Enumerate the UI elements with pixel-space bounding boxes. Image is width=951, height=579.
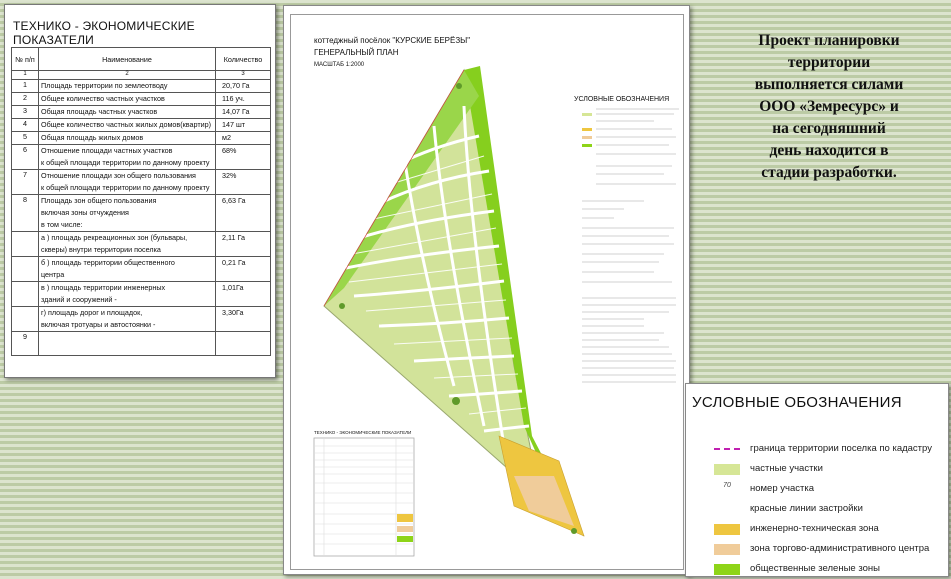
legend-swatch [714,464,740,475]
table-row [12,195,271,232]
row-name: Отношение площади частных участков к общей площади территории по данному проекту [39,145,216,170]
row-name: Площадь зон общего пользования включая зоны отчуждения в том числе: [39,195,216,232]
mini-indicators-table [314,438,414,556]
table-row [12,232,271,257]
table-row [12,119,271,132]
row-value: 20,70 Га [216,80,271,93]
row-name: Отношение площади зон общего пользования к общей площади территории по данному проекту [39,170,216,195]
legend-label: общественные зеленые зоны [750,563,880,574]
row-value [216,332,271,356]
site-plan-drawing [284,6,689,574]
row-number: 3 [12,106,39,119]
row-value: 14,07 Га [216,106,271,119]
indicators-table [11,47,271,356]
legend-item [708,440,948,460]
row-number [12,307,39,332]
row-value: 32% [216,170,271,195]
mini-legend-lines [582,109,679,382]
legend-swatch [714,524,740,535]
mini-table-title: ТЕХНИКО - ЭКОНОМИЧЕСКИЕ ПОКАЗАТЕЛИ [314,430,412,435]
row-name [39,332,216,356]
map-title: коттеджный посёлок "КУРСКИЕ БЕРЁЗЫ" [314,36,471,45]
indicators-card [4,4,276,378]
legend-item [708,460,948,480]
row-number [12,282,39,307]
legend-label: номер участка [750,483,814,494]
legend-swatch [714,564,740,575]
row-value: м2 [216,132,271,145]
row-name: Общее количество частных участков [39,93,216,106]
row-name: в ) площадь территории инженерных зданий и сооружений - [39,282,216,307]
general-plan-card [283,5,690,575]
project-status-text: Проект планировки территории выполняется силами ООО «Земресурс» и на сегодняшний день находится в стадии разработки. [754,32,904,181]
row-name: Площадь территории по землеотводу [39,80,216,93]
table-row [12,106,271,119]
legend-swatch [714,544,740,555]
table-row [12,80,271,93]
col-number: 2 [39,71,216,80]
table-row [12,282,271,307]
table-row [12,307,271,332]
map-scale: МАСШТАБ 1:2000 [314,62,365,68]
row-value: 1,01Га [216,282,271,307]
row-value: 147 шт [216,119,271,132]
col-number: 1 [12,71,39,80]
row-name: г) площадь дорог и площадок, включая тротуары и автостоянки - [39,307,216,332]
row-value: 116 уч. [216,93,271,106]
col-header-number: № п/п [12,48,39,71]
legend-item [708,520,948,540]
row-value: 68% [216,145,271,170]
row-value: 0,21 Га [216,257,271,282]
legend-swatch [714,448,740,450]
row-number: 2 [12,93,39,106]
row-number: 7 [12,170,39,195]
row-number [12,232,39,257]
row-value: 2,11 Га [216,232,271,257]
row-number [12,257,39,282]
legend-title: УСЛОВНЫЕ ОБОЗНАЧЕНИЯ [692,394,902,411]
legend-item [708,540,948,560]
legend-item [708,560,948,577]
row-number: 8 [12,195,39,232]
legend-label: красные линии застройки [750,503,863,514]
mini-legend-swatches [582,113,592,147]
mini-legend-title: УСЛОВНЫЕ ОБОЗНАЧЕНИЯ [574,96,670,103]
legend-card [685,383,949,577]
col-number: 3 [216,71,271,80]
legend-item [708,500,948,520]
row-number: 4 [12,119,39,132]
row-number: 9 [12,332,39,356]
row-name: Общая площадь частных участков [39,106,216,119]
table-row [12,132,271,145]
legend-swatch: 70 [723,482,731,489]
legend-label: граница территории поселка по кадастру [750,443,932,454]
col-number-row [12,71,271,80]
table-row [12,93,271,106]
legend-list [708,440,948,577]
table-row [12,170,271,195]
table-row [12,257,271,282]
row-name: Общее количество частных жилых домов(квартир) [39,119,216,132]
row-value: 6,63 Га [216,195,271,232]
row-number: 1 [12,80,39,93]
legend-item [708,480,948,500]
row-name: б ) площадь территории общественного центра [39,257,216,282]
col-header-name: Наименование [39,48,216,71]
row-name: Общая площадь жилых домов [39,132,216,145]
legend-label: частные участки [750,463,823,474]
map-subtitle: ГЕНЕРАЛЬНЫЙ ПЛАН [314,48,399,57]
legend-label: инженерно-техническая зона [750,523,879,534]
row-value: 3,30Га [216,307,271,332]
table-row [12,145,271,170]
legend-swatch [714,504,740,515]
row-number: 5 [12,132,39,145]
col-header-value: Количество [216,48,271,71]
indicators-title: ТЕХНИКО - ЭКОНОМИЧЕСКИЕ ПОКАЗАТЕЛИ [13,19,195,47]
legend-label: зона торгово-административного центра [750,543,930,554]
row-number: 6 [12,145,39,170]
row-name: а ) площадь рекреационных зон (бульвары, скверы) внутри территории поселка [39,232,216,257]
table-row [12,332,271,356]
